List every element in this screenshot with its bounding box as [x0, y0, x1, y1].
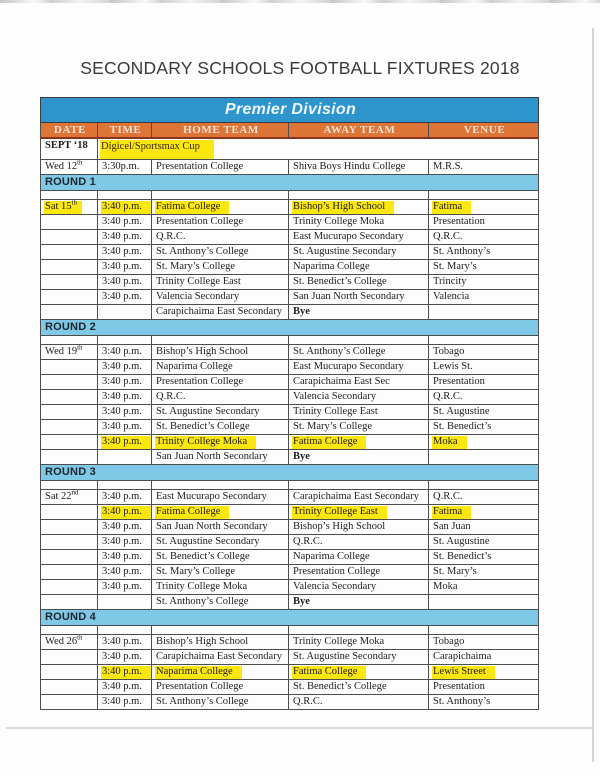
away-team-cell: East Mucurapo Secondary [289, 360, 429, 375]
cup-label-cell [98, 138, 539, 160]
division-header-row [41, 98, 539, 123]
venue-cell: Q.R.C. [429, 490, 539, 505]
venue-cell: Valencia [429, 290, 539, 305]
venue-cell: Presentation [429, 215, 539, 230]
venue-cell: St. Augustine [429, 405, 539, 420]
home-team-cell: Fatima College [152, 200, 289, 215]
venue-cell: Trincity [429, 275, 539, 290]
away-team-cell: Trinity College East [289, 405, 429, 420]
venue-cell [429, 595, 539, 610]
home-team-cell: St. Anthony’s College [152, 695, 289, 710]
fixture-row [41, 420, 539, 435]
home-team-cell: St. Mary’s College [152, 565, 289, 580]
spacer-row [41, 191, 539, 200]
home-team-cell: Q.R.C. [152, 230, 289, 245]
venue-cell: St. Benedict’s [429, 420, 539, 435]
date-cell [41, 550, 98, 565]
column-header-venue: VENUE [429, 123, 539, 139]
date-cell [41, 405, 98, 420]
column-header-away: AWAY TEAM [289, 123, 429, 139]
away-team-cell: Bishop’s High School [289, 520, 429, 535]
spacer-row [41, 626, 539, 635]
away-team-cell: San Juan North Secondary [289, 290, 429, 305]
fixture-row [41, 275, 539, 290]
date-cell [41, 650, 98, 665]
venue-cell: Presentation [429, 680, 539, 695]
date-cell: Wed 19th [41, 345, 98, 360]
column-header-row [41, 123, 539, 139]
date-cell [41, 580, 98, 595]
date-cell [41, 535, 98, 550]
time-cell: 3:40 p.m. [98, 245, 152, 260]
date-cell [41, 450, 98, 465]
fixture-row [41, 215, 539, 230]
home-team-cell: East Mucurapo Secondary [152, 490, 289, 505]
date-cell [41, 420, 98, 435]
time-cell: 3:40 p.m. [98, 680, 152, 695]
home-team-cell: Trinity College Moka [152, 435, 289, 450]
away-team-cell: Valencia Secondary [289, 390, 429, 405]
date-cell [41, 245, 98, 260]
venue-cell: M.R.S. [429, 160, 539, 175]
home-team-cell: Naparima College [152, 665, 289, 680]
away-team-cell: Fatima College [289, 435, 429, 450]
date-cell [41, 665, 98, 680]
fixture-row [41, 360, 539, 375]
venue-cell: Fatima [429, 200, 539, 215]
home-team-cell: Trinity College East [152, 275, 289, 290]
fixture-row [41, 505, 539, 520]
venue-cell: Moka [429, 435, 539, 450]
time-cell: 3:40 p.m. [98, 550, 152, 565]
venue-cell [429, 305, 539, 320]
venue-cell: Moka [429, 580, 539, 595]
home-team-cell: St. Mary’s College [152, 260, 289, 275]
time-cell: 3:40 p.m. [98, 490, 152, 505]
date-cell [41, 520, 98, 535]
date-cell [41, 290, 98, 305]
home-team-cell: Fatima College [152, 505, 289, 520]
fixture-row [41, 595, 539, 610]
home-team-cell: Q.R.C. [152, 390, 289, 405]
column-header-time: TIME [98, 123, 152, 139]
venue-cell: Lewis Street [429, 665, 539, 680]
cup-label-highlight: Digicel/Sportsmax Cup [100, 140, 214, 159]
home-team-cell: St. Augustine Secondary [152, 405, 289, 420]
time-cell: 3:40 p.m. [98, 230, 152, 245]
date-cell [41, 305, 98, 320]
round-label: ROUND 2 [41, 320, 539, 336]
time-cell: 3:40 p.m. [98, 650, 152, 665]
venue-cell: St. Augustine [429, 535, 539, 550]
date-cell: Sat 22nd [41, 490, 98, 505]
away-team-cell: St. Benedict’s College [289, 680, 429, 695]
time-cell [98, 305, 152, 320]
round-header-row [41, 320, 539, 336]
away-team-cell: Bye [289, 595, 429, 610]
date-cell [41, 390, 98, 405]
away-team-cell: Q.R.C. [289, 695, 429, 710]
venue-cell: St. Mary’s [429, 260, 539, 275]
date-cell [41, 360, 98, 375]
away-team-cell: Fatima College [289, 665, 429, 680]
fixture-row [41, 345, 539, 360]
away-team-cell: Trinity College Moka [289, 635, 429, 650]
time-cell: 3:40 p.m. [98, 665, 152, 680]
away-team-cell: St. Anthony’s College [289, 345, 429, 360]
time-cell: 3:40 p.m. [98, 565, 152, 580]
column-header-home: HOME TEAM [152, 123, 289, 139]
venue-cell: Tobago [429, 345, 539, 360]
fixture-row [41, 450, 539, 465]
home-team-cell: Presentation College [152, 215, 289, 230]
fixture-row [41, 160, 539, 175]
round-header-row [41, 175, 539, 191]
time-cell: 3:40 p.m. [98, 435, 152, 450]
round-label: ROUND 4 [41, 610, 539, 626]
fixture-row [41, 680, 539, 695]
fixture-row [41, 520, 539, 535]
venue-cell: Carapichaima [429, 650, 539, 665]
home-team-cell: St. Anthony’s College [152, 595, 289, 610]
date-cell [41, 260, 98, 275]
date-cell: Wed 12th [41, 160, 98, 175]
away-team-cell: St. Mary’s College [289, 420, 429, 435]
fixture-row [41, 245, 539, 260]
fixture-row [41, 260, 539, 275]
away-team-cell: St. Augustine Secondary [289, 650, 429, 665]
home-team-cell: St. Anthony’s College [152, 245, 289, 260]
home-team-cell: St. Benedict’s College [152, 550, 289, 565]
away-team-cell: Naparima College [289, 550, 429, 565]
home-team-cell: St. Augustine Secondary [152, 535, 289, 550]
away-team-cell: Carapichaima East Sec [289, 375, 429, 390]
fixture-row [41, 435, 539, 450]
time-cell: 3:40 p.m. [98, 260, 152, 275]
away-team-cell: East Mucurapo Secondary [289, 230, 429, 245]
fixtures-table [40, 97, 539, 710]
away-team-cell: Carapichaima East Secondary [289, 490, 429, 505]
venue-cell: Lewis St. [429, 360, 539, 375]
away-team-cell: Naparima College [289, 260, 429, 275]
time-cell: 3:40 p.m. [98, 360, 152, 375]
time-cell: 3:40 p.m. [98, 505, 152, 520]
scan-artifact-right-edge [592, 28, 594, 762]
venue-cell [429, 450, 539, 465]
fixture-row [41, 405, 539, 420]
time-cell: 3:30p.m. [98, 160, 152, 175]
time-cell [98, 595, 152, 610]
home-team-cell: Presentation College [152, 160, 289, 175]
time-cell: 3:40 p.m. [98, 635, 152, 650]
fixture-row [41, 650, 539, 665]
fixture-row [41, 535, 539, 550]
spacer-row [41, 481, 539, 490]
page-title: SECONDARY SCHOOLS FOOTBALL FIXTURES 2018 [80, 58, 520, 78]
cup-header-row [41, 138, 539, 160]
scan-artifact-bottom-edge [6, 727, 594, 729]
time-cell [98, 450, 152, 465]
round-header-row [41, 465, 539, 481]
time-cell: 3:40 p.m. [98, 275, 152, 290]
home-team-cell: Bishop’s High School [152, 345, 289, 360]
date-cell [41, 375, 98, 390]
spacer-row [41, 336, 539, 345]
date-cell [41, 505, 98, 520]
away-team-cell: St. Benedict’s College [289, 275, 429, 290]
fixture-row [41, 390, 539, 405]
venue-cell: St. Mary’s [429, 565, 539, 580]
time-cell: 3:40 p.m. [98, 535, 152, 550]
venue-cell: San Juan [429, 520, 539, 535]
fixture-row [41, 565, 539, 580]
time-cell: 3:40 p.m. [98, 200, 152, 215]
venue-cell: St. Benedict’s [429, 550, 539, 565]
away-team-cell: Bye [289, 450, 429, 465]
fixture-row [41, 375, 539, 390]
venue-cell: Tobago [429, 635, 539, 650]
date-cell [41, 230, 98, 245]
away-team-cell: Valencia Secondary [289, 580, 429, 595]
time-cell: 3:40 p.m. [98, 405, 152, 420]
venue-cell: St. Anthony’s [429, 695, 539, 710]
fixture-row [41, 635, 539, 650]
away-team-cell: Shiva Boys Hindu College [289, 160, 429, 175]
fixture-row [41, 305, 539, 320]
date-cell [41, 215, 98, 230]
date-cell [41, 595, 98, 610]
date-cell [41, 435, 98, 450]
home-team-cell: Presentation College [152, 680, 289, 695]
time-cell: 3:40 p.m. [98, 290, 152, 305]
away-team-cell: Presentation College [289, 565, 429, 580]
fixture-row [41, 490, 539, 505]
time-cell: 3:40 p.m. [98, 215, 152, 230]
away-team-cell: Bishop’s High School [289, 200, 429, 215]
away-team-cell: Q.R.C. [289, 535, 429, 550]
away-team-cell: Trinity College Moka [289, 215, 429, 230]
away-team-cell: St. Augustine Secondary [289, 245, 429, 260]
time-cell: 3:40 p.m. [98, 390, 152, 405]
time-cell: 3:40 p.m. [98, 520, 152, 535]
home-team-cell: Bishop’s High School [152, 635, 289, 650]
fixture-row [41, 290, 539, 305]
away-team-cell: Bye [289, 305, 429, 320]
venue-cell: Q.R.C. [429, 230, 539, 245]
venue-cell: Fatima [429, 505, 539, 520]
home-team-cell: Presentation College [152, 375, 289, 390]
home-team-cell: Trinity College Moka [152, 580, 289, 595]
date-cell [41, 695, 98, 710]
home-team-cell: Naparima College [152, 360, 289, 375]
division-title: Premier Division [41, 98, 539, 123]
home-team-cell: St. Benedict’s College [152, 420, 289, 435]
home-team-cell: Valencia Secondary [152, 290, 289, 305]
time-cell: 3:40 p.m. [98, 580, 152, 595]
fixture-row [41, 230, 539, 245]
fixture-row [41, 580, 539, 595]
date-cell [41, 565, 98, 580]
column-header-date: DATE [41, 123, 98, 139]
fixture-row [41, 665, 539, 680]
date-cell: Wed 26th [41, 635, 98, 650]
scan-artifact-top-strip [0, 0, 600, 3]
time-cell: 3:40 p.m. [98, 695, 152, 710]
fixture-row [41, 550, 539, 565]
time-cell: 3:40 p.m. [98, 420, 152, 435]
fixture-row [41, 695, 539, 710]
venue-cell: St. Anthony’s [429, 245, 539, 260]
date-cell [41, 680, 98, 695]
home-team-cell: San Juan North Secondary [152, 450, 289, 465]
venue-cell: Presentation [429, 375, 539, 390]
time-cell: 3:40 p.m. [98, 375, 152, 390]
date-cell: Sat 15th [41, 200, 98, 215]
away-team-cell: Trinity College East [289, 505, 429, 520]
round-header-row [41, 610, 539, 626]
home-team-cell: Carapichaima East Secondary [152, 650, 289, 665]
fixture-row [41, 200, 539, 215]
time-cell: 3:40 p.m. [98, 345, 152, 360]
home-team-cell: Carapichaima East Secondary [152, 305, 289, 320]
home-team-cell: San Juan North Secondary [152, 520, 289, 535]
date-cell [41, 275, 98, 290]
round-label: ROUND 3 [41, 465, 539, 481]
round-label: ROUND 1 [41, 175, 539, 191]
date-cell: SEPT ‘18 [41, 138, 98, 160]
venue-cell: Q.R.C. [429, 390, 539, 405]
